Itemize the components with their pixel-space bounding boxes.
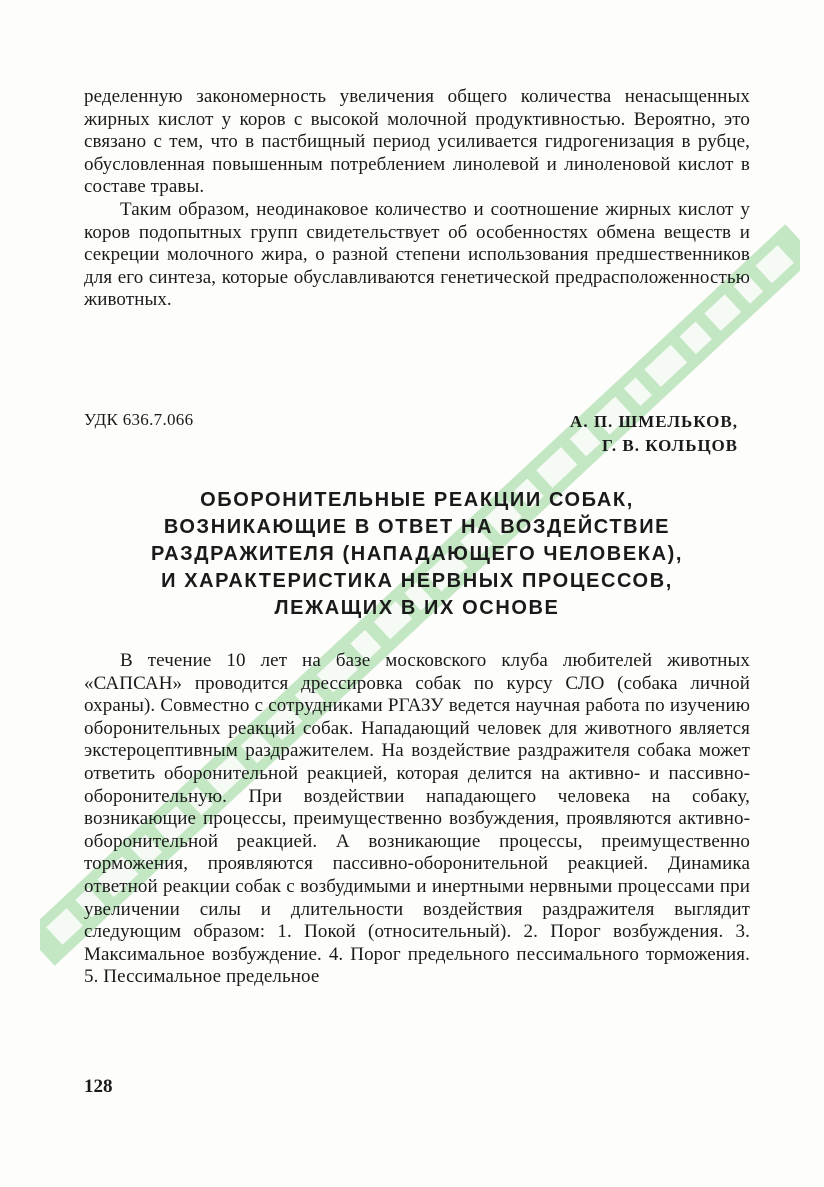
article-body: [84, 650, 750, 989]
intro-paragraph-2: Таким образом, неодинаковое количество и соотношение жирных кислот у коров подопытных групп свидетельствует об особенностях обмена веществ и секреции молочного жира, о разной степени использования предшественников для его синтеза, которые обуславливаются генетической предрасположенностью животных.: [84, 198, 750, 311]
title-line-2: ВОЗНИКАЮЩИЕ В ОТВЕТ НА ВОЗДЕЙСТВИЕ: [163, 516, 671, 538]
title-line-5: ЛЕЖАЩИХ В ИХ ОСНОВЕ: [274, 597, 560, 619]
body-paragraph-1: В течение 10 лет на базе московского клуба любителей животных «САПСАН» проводится дрессировка собак по курсу СЛО (собака личной охраны). Совместно с сотрудниками РГАЗУ ведется научная работа по изучению оборонительных реакций собак. Нападающий человек для животного является экстероцептивным раздражителем. На воздействие раздражителя собака может ответить оборонительной реакцией, которая делится на активно- и пассивно-оборонительную. При воздействии нападающего человека на собаку, возникающие процессы, преимущественно возбуждения, проявляются активно-оборонительной реакцией. А возникающие процессы, преимущественно торможения, проявляются пассивно-оборонительной реакцией. Динамика ответной реакции собак с возбудимыми и инертными нервными процессами при увеличении силы и длительности воздействия раздражителя выглядит следующим образом: 1. Покой (относительный). 2. Порог возбуждения. 3. Максимальное возбуждение. 4. Порог предельного пессимального торможения. 5. Пессимальное предельное: [84, 650, 750, 988]
author-2: Г. В. КОЛЬЦОВ: [602, 436, 738, 455]
article-authors: [570, 410, 738, 458]
title-line-1: ОБОРОНИТЕЛЬНЫЕ РЕАКЦИИ СОБАК,: [200, 489, 634, 511]
article-title: [84, 487, 750, 622]
intro-paragraph-1: ределенную закономерность увеличения общего количества ненасыщенных жирных кислот у коров с высокой молочной продуктивностью. Вероятно, это связано с тем, что в пастбищный период усиливается гидрогенизация в рубце, обусловленная повышенным потреблением линолевой и линоленовой кислот в составе травы.: [84, 86, 750, 198]
intro-text: [84, 86, 750, 312]
page-number: 128: [84, 1076, 113, 1097]
title-line-3: РАЗДРАЖИТЕЛЯ (НАПАДАЮЩЕГО ЧЕЛОВЕКА),: [150, 543, 684, 565]
title-line-4: И ХАРАКТЕРИСТИКА НЕРВНЫХ ПРОЦЕССОВ,: [161, 570, 673, 592]
author-1: А. П. ШМЕЛЬКОВ,: [570, 412, 738, 431]
udk-code: УДК 636.7.066: [84, 410, 194, 429]
